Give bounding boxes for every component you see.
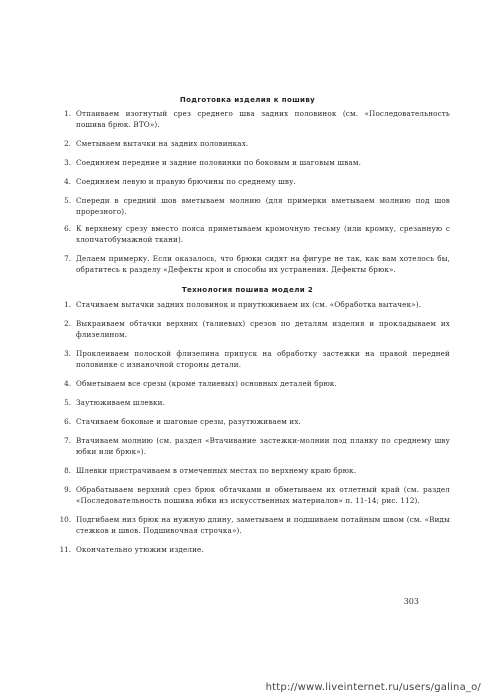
section-heading-technology: Технология пошива модели 2 [181,286,314,294]
item-text: Шлевки пристрачиваем в отмеченных местах по верхнему краю брюк. [76,466,357,475]
item-number: 5. [64,398,71,407]
list-item [58,378,450,389]
item-text: Спереди в средний шов вметываем молнию (для примерки вметываем молнию под шов прорезного). [76,196,450,216]
item-number: 1. [64,300,71,309]
list-item [58,544,450,555]
list-item [58,157,450,168]
page-number: 303 [403,597,419,606]
item-number: 8. [64,466,71,475]
item-text: Проклеиваем полоской флизелина припуск на обработку застежки на правой передней половинке с изнаночной стороны детали. [76,349,450,369]
item-text: Соединяем передние и задние половинки по боковым и шаговым швам. [76,158,362,167]
item-text: Стачиваем вытачки задних половинок и приутюживаем их (см. «Обработка вытачек»). [76,300,422,309]
item-text: Обрабатываем верхний срез брюк обтачками и обметываем их отлетный край (см. раздел «Последовательность пошива юбки из искусственных материалов» п. 11-14; рис. 112). [76,485,450,505]
list-item [58,108,450,130]
item-text: Сметываем вытачки на задних половинках. [76,139,249,148]
item-number: 2. [64,139,71,148]
section-heading-preparation: Подготовка изделия к пошиву [179,96,316,104]
list-item [58,484,450,506]
list-item [58,348,450,370]
item-text: Подгибаем низ брюк на нужную длину, заметываем и подшиваем потайным швом (см. «Виды стежков и швов. Подшивочная строчка»). [76,515,450,535]
list-item [58,299,450,310]
item-text: Делаем примерку. Если оказалось, что брюки сидят на фигуре не так, как вам хотелось бы, обратитесь к разделу «Дефекты кроя и способы их устранения. Дефекты брюк». [76,254,450,274]
item-number: 5. [64,196,71,205]
item-number: 3. [64,349,71,358]
item-number: 2. [64,319,71,328]
item-number: 1. [64,109,71,118]
list-item [58,465,450,476]
item-number: 9. [64,485,71,494]
item-number: 6. [64,417,71,426]
list-item [58,223,450,245]
item-number: 10. [59,515,71,524]
list-item [58,138,450,149]
footer-url: http://www.liveinternet.ru/users/galina_o/ [265,682,481,693]
list-item [58,176,450,187]
list-item [58,253,450,275]
item-text: К верхнему срезу вместо пояса приметываем кромочную тесьму (или кромку, срезанную с хлопчатобумажной ткани). [76,224,450,244]
list-item [58,397,450,408]
list-item [58,195,450,217]
item-text: Отпаиваем изогнутый срез среднего шва задних половинок (см. «Последовательность пошива брюк. ВТО»). [76,109,450,129]
list-item [58,318,450,340]
preparation-steps-list [58,108,450,283]
item-text: Заутюживаем шлевки. [76,398,166,407]
item-text: Выкраиваем обтачки верхних (талиевых) срезов по деталям изделия и прокладываем их флизелином. [76,319,450,339]
item-text: Стачиваем боковые и шаговые срезы, разутюживаем их. [76,417,301,426]
item-text: Втачиваем молнию (см. раздел «Втачивание застежки-молнии под планку по среднему шву юбки или брюк»). [76,436,450,456]
technology-steps-list [58,299,450,563]
list-item [58,416,450,427]
item-number: 4. [64,379,71,388]
item-number: 3. [64,158,71,167]
list-item [58,435,450,457]
item-number: 4. [64,177,71,186]
item-number: 6. [64,224,71,233]
item-text: Окончательно утюжим изделие. [76,545,204,554]
item-text: Соединяем левую и правую брючины по среднему шву. [76,177,296,186]
item-number: 7. [64,436,71,445]
item-number: 7. [64,254,71,263]
item-number: 11. [59,545,71,554]
item-text: Обметываем все срезы (кроме талиевых) основных деталей брюк. [76,379,337,388]
list-item [58,514,450,536]
